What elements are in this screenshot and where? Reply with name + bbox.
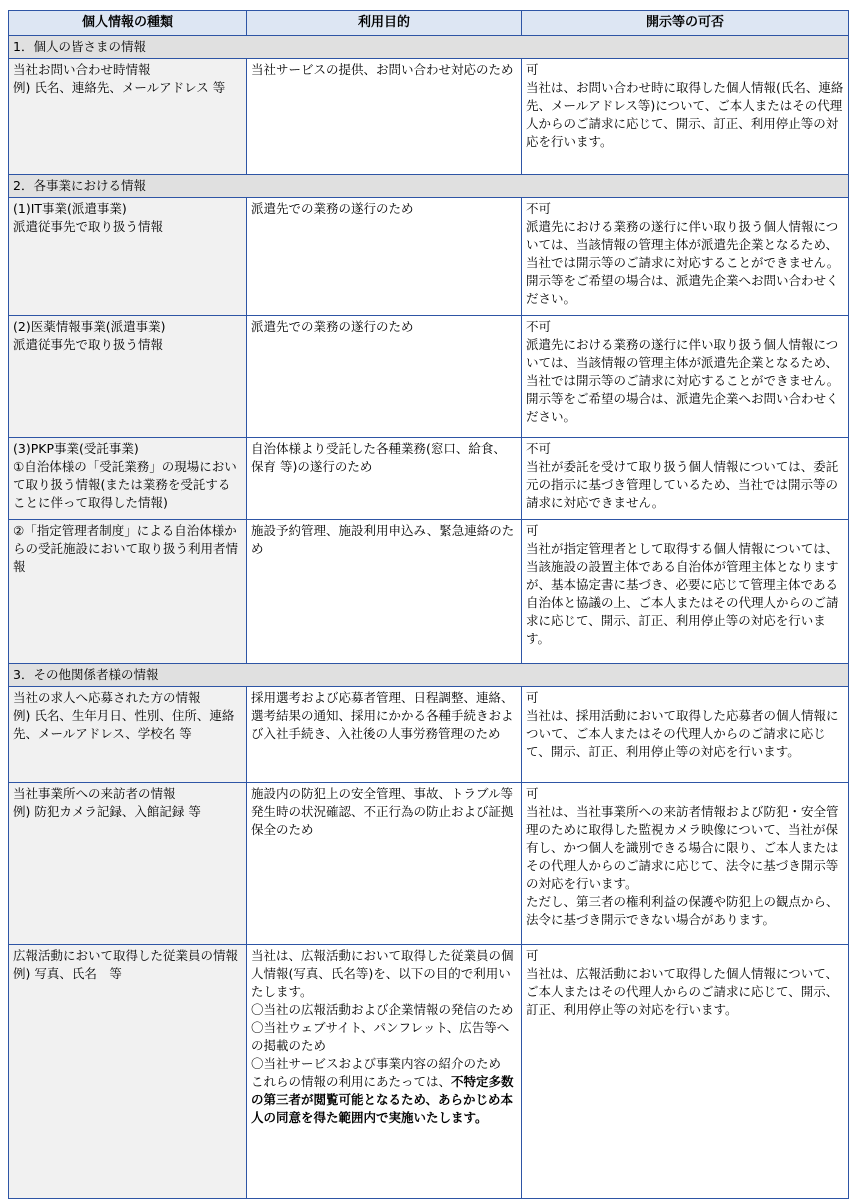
table-row: [9, 59, 849, 175]
table-row: [9, 520, 849, 664]
purpose-cell: [247, 687, 522, 783]
purpose-bold-text: 不特定多数の第三者が閲覧可能となるため、あらかじめ本人の同意を得た範囲内で実施いたします。: [251, 1074, 514, 1125]
privacy-info-table: [8, 10, 849, 1199]
purpose-text: 施設予約管理、施設利用申込み、緊急連絡のため: [251, 523, 515, 556]
purpose-text: 施設内の防犯上の安全管理、事故、トラブル等発生時の状況確認、不正行為の防止および証拠保全のため: [251, 786, 514, 837]
disclosure-cell: 不可 派遣先における業務の遂行に伴い取り扱う個人情報については、当該情報の管理主体が派遣先企業となるため、当社では開示等のご請求に対応することができません。開示等をご希望の場合は、派遣先企業へお問い合わせください。: [522, 316, 849, 438]
purpose-text: 自治体様より受託した各種業務(窓口、給食、保育 等)の遂行のため: [251, 441, 506, 474]
disclosure-cell: 可 当社は、当社事業所への来訪者情報および防犯・安全管理のために取得した監視カメラ映像について、当社が保有し、かつ個人を識別できる場合に限り、ご本人またはその代理人からのご請求に応じて、法令に基づき開示等の対応を行います。 ただし、第三者の権利利益の保護や防犯上の観点から、法令に基づき開示できない場合があります。: [522, 783, 849, 945]
info-type-cell: (3)PKP事業(受託事業) ①自治体様の「受託業務」の現場において取り扱う情報(または業務を受託することに伴って取得した情報): [9, 438, 247, 520]
purpose-text: 採用選考および応募者管理、日程調整、連絡、選考結果の通知、採用にかかる各種手続きおよび入社手続き、入社後の人事労務管理のため: [251, 690, 514, 741]
info-type-cell: 当社の求人へ応募された方の情報 例) 氏名、生年月日、性別、住所、連絡先、メールアドレス、学校名 等: [9, 687, 247, 783]
disclosure-cell: 可 当社は、広報活動において取得した個人情報について、ご本人またはその代理人からのご請求に応じて、開示、訂正、利用停止等の対応を行います。: [522, 945, 849, 1199]
disclosure-cell: 可 当社は、採用活動において取得した応募者の個人情報について、ご本人またはその代理人からのご請求に応じて、開示、訂正、利用停止等の対応を行います。: [522, 687, 849, 783]
purpose-cell: [247, 198, 522, 316]
table-row: [9, 945, 849, 1199]
table-row: [9, 316, 849, 438]
disclosure-cell: 可 当社は、お問い合わせ時に取得した個人情報(氏名、連絡先、メールアドレス等)について、ご本人またはその代理人からのご請求に応じて、開示、訂正、利用停止等の対応を行います。: [522, 59, 849, 175]
purpose-text: 当社は、広報活動において取得した従業員の個人情報(写真、氏名等)を、以下の目的で利用いたします。 〇当社の広報活動および企業情報の発信のため 〇当社ウェブサイト、パンフレット、広告等への掲載のため 〇当社サービスおよび事業内容の紹介のため これらの情報の利用にあたっては、: [251, 948, 514, 1089]
disclosure-cell: 不可 当社が委託を受けて取り扱う個人情報については、委託元の指示に基づき管理しているため、当社では開示等の請求に対応できません。: [522, 438, 849, 520]
info-type-cell: 当社事業所への来訪者の情報 例) 防犯カメラ記録、入館記録 等: [9, 783, 247, 945]
info-type-cell: 広報活動において取得した従業員の情報 例) 写真、氏名 等: [9, 945, 247, 1199]
disclosure-cell: 可 当社が指定管理者として取得する個人情報については、当該施設の設置主体である自治体が管理主体となりますが、基本協定書に基づき、必要に応じて管理主体である自治体と協議の上、ご本人またはその代理人からのご請求に応じて、開示、訂正、利用停止等の対応を行います。: [522, 520, 849, 664]
disclosure-cell: 不可 派遣先における業務の遂行に伴い取り扱う個人情報については、当該情報の管理主体が派遣先企業となるため、当社では開示等のご請求に対応することができません。開示等をご希望の場合は、派遣先企業へお問い合わせください。: [522, 198, 849, 316]
header-purpose: 利用目的: [247, 11, 522, 36]
purpose-text: 派遣先での業務の遂行のため: [251, 201, 414, 216]
purpose-cell: [247, 520, 522, 664]
header-info-type: 個人情報の種類: [9, 11, 247, 36]
purpose-cell: [247, 59, 522, 175]
table-row: [9, 198, 849, 316]
table-body: [9, 36, 849, 1199]
purpose-text: 当社サービスの提供、お問い合わせ対応のため: [251, 62, 514, 77]
info-type-cell: (2)医薬情報事業(派遣事業) 派遣従事先で取り扱う情報: [9, 316, 247, 438]
section-title: 3．その他関係者様の情報: [9, 664, 849, 687]
section-header-row: [9, 664, 849, 687]
section-header-row: [9, 175, 849, 198]
info-type-cell: ②「指定管理者制度」による自治体様からの受託施設において取り扱う利用者情報: [9, 520, 247, 664]
section-title: 1．個人の皆さまの情報: [9, 36, 849, 59]
info-type-cell: (1)IT事業(派遣事業) 派遣従事先で取り扱う情報: [9, 198, 247, 316]
purpose-cell: [247, 783, 522, 945]
table-row: [9, 687, 849, 783]
purpose-cell: [247, 438, 522, 520]
table-row: [9, 438, 849, 520]
section-header-row: [9, 36, 849, 59]
purpose-cell: [247, 945, 522, 1199]
table-header-row: [9, 11, 849, 36]
purpose-text: 派遣先での業務の遂行のため: [251, 319, 414, 334]
section-title: 2．各事業における情報: [9, 175, 849, 198]
table-row: [9, 783, 849, 945]
info-type-cell: 当社お問い合わせ時情報 例) 氏名、連絡先、メールアドレス 等: [9, 59, 247, 175]
header-disclosure: 開示等の可否: [522, 11, 849, 36]
purpose-cell: [247, 316, 522, 438]
